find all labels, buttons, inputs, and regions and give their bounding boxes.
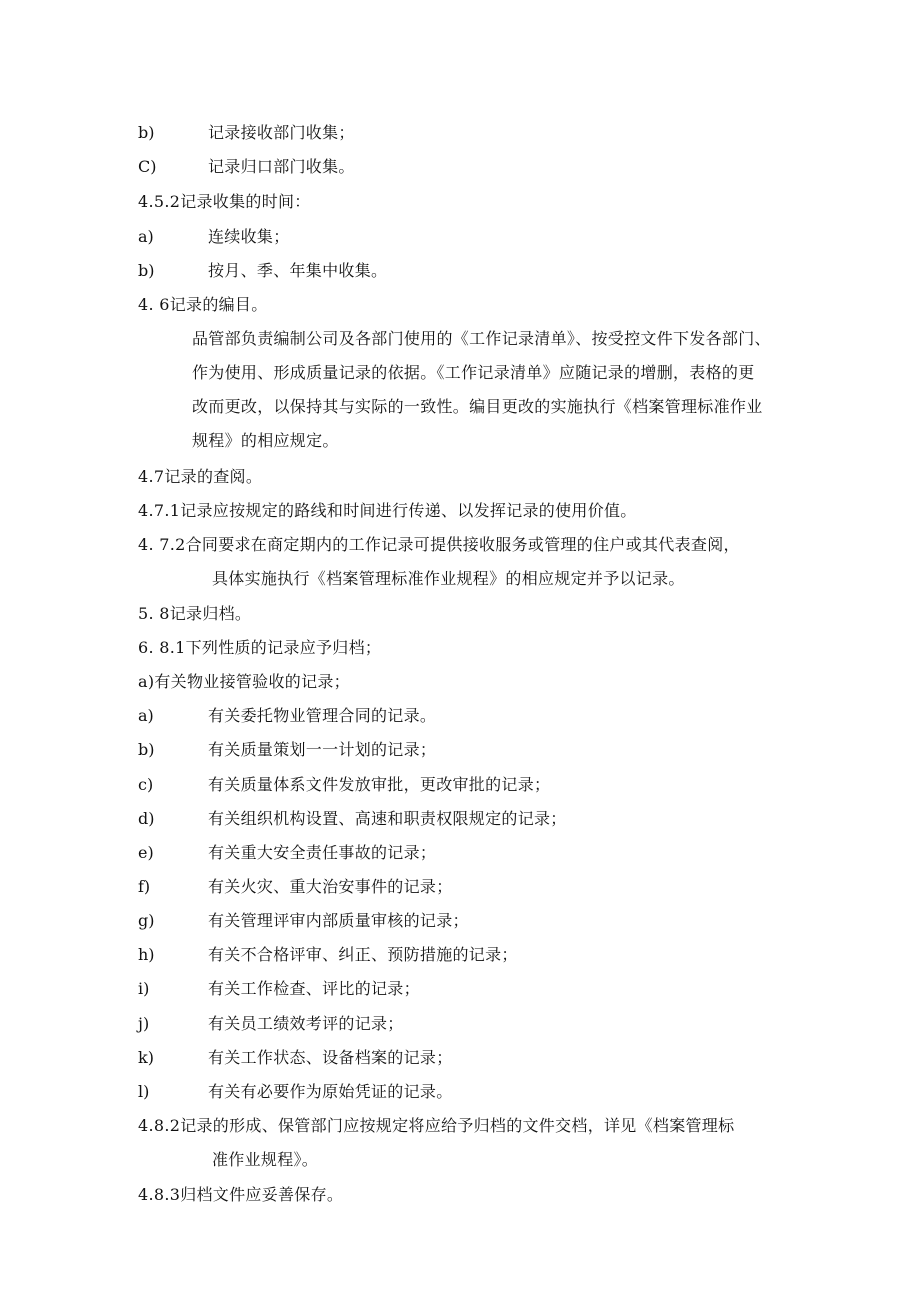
list-item-text: a)有关物业接管验收的记录； (138, 672, 350, 691)
section-heading: 4.8.3归档文件应妥善保存。 (138, 1185, 344, 1204)
paragraph-line: 改而更改，以保持其与实际的一致性。编目更改的实施执行《档案管理标准作业 (192, 397, 763, 416)
list-marker: l) (138, 1082, 150, 1101)
list-item-text: 记录接收部门收集； (208, 123, 355, 142)
list-marker: d) (138, 809, 155, 828)
list-marker: b) (138, 740, 155, 759)
list-marker: i) (138, 979, 150, 998)
list-marker: h) (138, 945, 155, 964)
list-marker: k) (138, 1048, 154, 1067)
list-marker: g) (138, 911, 155, 930)
section-heading: 4.7.1记录应按规定的路线和时间进行传递、以发挥记录的使用价值。 (138, 501, 637, 520)
list-item-text: 按月、季、年集中收集。 (208, 261, 388, 280)
paragraph-line: 规程》的相应规定。 (192, 431, 339, 450)
list-marker: b) (138, 261, 155, 280)
section-heading: 4. 7.2合同要求在商定期内的工作记录可提供接收服务或管理的住户或其代表查阅， (138, 535, 740, 554)
list-item-text: 有关不合格评审、纠正、预防措施的记录； (208, 945, 518, 964)
paragraph-line: 准作业规程》。 (212, 1150, 319, 1169)
list-marker: e) (138, 843, 154, 862)
list-marker: j) (138, 1014, 150, 1033)
paragraph-line: 品管部负责编制公司及各部门使用的《工作记录清单》、按受控文件下发各部门、 (192, 329, 771, 348)
section-heading: 4.7记录的查阅。 (138, 467, 263, 486)
list-item-text: 有关火灾、重大治安事件的记录； (208, 877, 453, 896)
list-marker: b) (138, 123, 155, 142)
list-item-text: 有关组织机构设置、高速和职责权限规定的记录； (208, 809, 567, 828)
section-heading: 5. 8记录归档。 (138, 604, 252, 623)
section-heading: 4.5.2记录收集的时间： (138, 192, 311, 211)
list-item-text: 有关工作检查、评比的记录； (208, 979, 420, 998)
section-heading: 4. 6记录的编目。 (138, 295, 268, 314)
list-item-text: 有关委托物业管理合同的记录。 (208, 706, 437, 725)
list-item-text: 连续收集； (208, 227, 290, 246)
list-item-text: 有关工作状态、设备档案的记录； (208, 1048, 453, 1067)
section-heading: 6. 8.1下列性质的记录应予归档； (138, 638, 382, 657)
paragraph-line: 具体实施执行《档案管理标准作业规程》的相应规定并予以记录。 (212, 569, 685, 588)
list-item-text: 有关管理评审内部质量审核的记录； (208, 911, 469, 930)
list-marker: a) (138, 227, 154, 246)
list-item-text: 记录归口部门收集。 (208, 157, 355, 176)
list-item-text: 有关质量体系文件发放审批，更改审批的记录； (208, 775, 551, 794)
list-marker: C) (138, 157, 157, 176)
list-marker: f) (138, 877, 151, 896)
list-item-text: 有关重大安全责任事故的记录； (208, 843, 437, 862)
list-item-text: 有关有必要作为原始凭证的记录。 (208, 1082, 453, 1101)
list-marker: a) (138, 706, 154, 725)
section-heading: 4.8.2记录的形成、保管部门应按规定将应给予归档的文件交档，详见《档案管理标 (138, 1116, 735, 1135)
list-item-text: 有关质量策划一一计划的记录； (208, 740, 437, 759)
list-item-text: 有关员工绩效考评的记录； (208, 1014, 404, 1033)
list-marker: c) (138, 775, 154, 794)
paragraph-line: 作为使用、形成质量记录的依据。《工作记录清单》应随记录的增删，表格的更 (192, 363, 755, 382)
